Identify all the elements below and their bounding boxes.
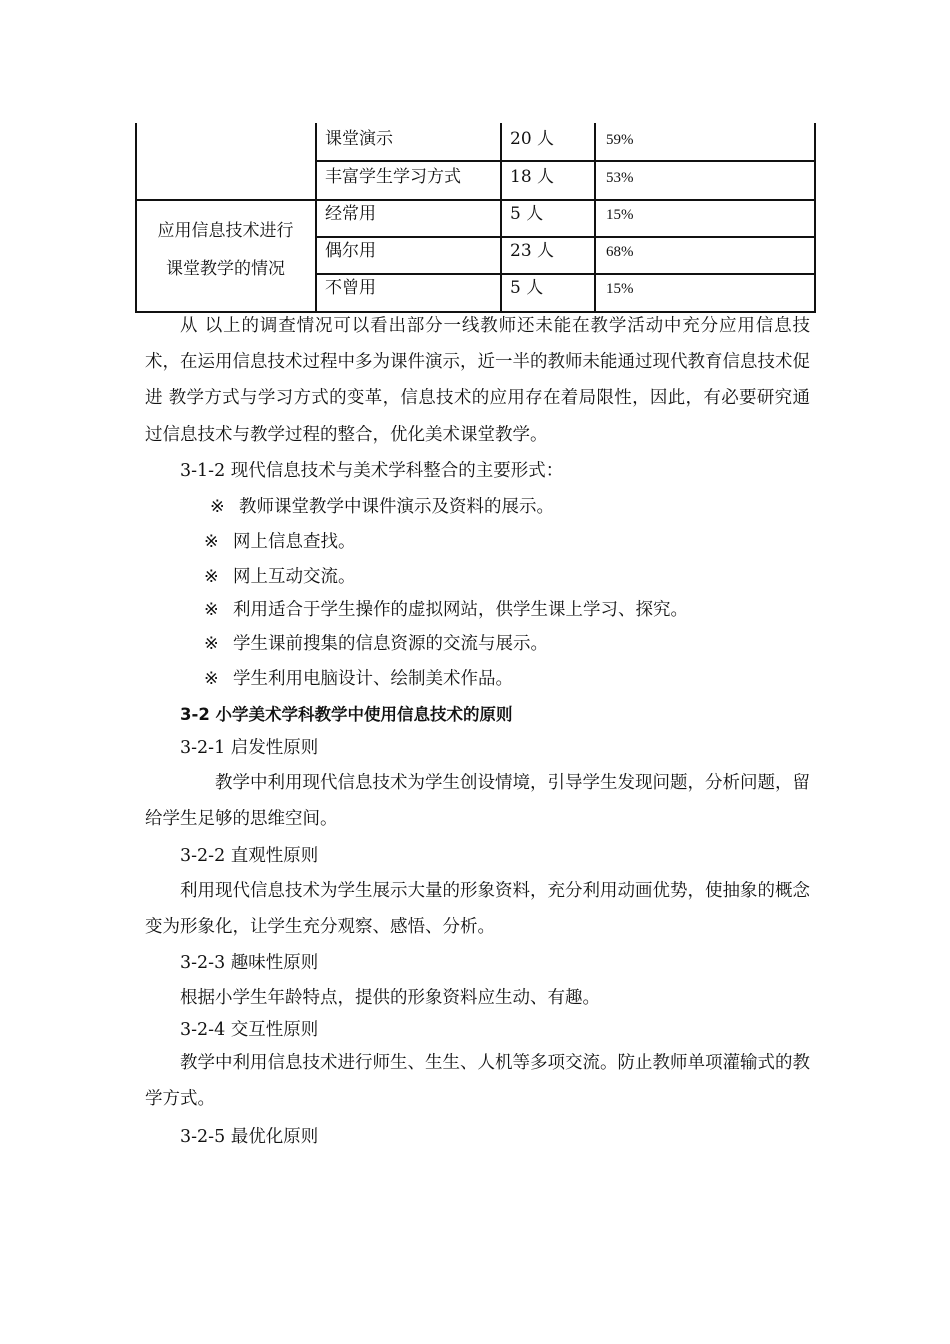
list-item [204, 632, 548, 656]
table-cell-item: 课堂演示 [325, 129, 393, 149]
list-item-text: 学生课前搜集的信息资源的交流与展示。 [233, 634, 548, 654]
table-cell-percent: 59% [606, 132, 634, 148]
table-divider [500, 123, 502, 313]
table-row-line [135, 199, 816, 201]
table-cell-item: 不曾用 [325, 278, 376, 298]
section-heading: 3-1-2 现代信息技术与美术学科整合的主要形式： [180, 461, 564, 481]
list-item [210, 495, 554, 519]
body-paragraph: 教学中利用信息技术进行师生、生生、人机等多项交流。防止教师单项灌输式的教学方式。 [145, 1053, 810, 1110]
table-row-line [315, 160, 816, 162]
table-group-label-line2: 课堂教学的情况 [166, 259, 285, 279]
list-item-text: 网上互动交流。 [233, 567, 356, 587]
reference-mark-icon: ※ [204, 567, 219, 587]
body-paragraph: 利用现代信息技术为学生展示大量的形象资料，充分利用动画优势，使抽象的概念变为形象化，让学生充分观察、感悟、分析。 [145, 881, 810, 938]
table-row-line [315, 273, 816, 275]
list-item [204, 565, 356, 589]
list-item [204, 667, 513, 691]
table-cell-count: 5 人 [510, 278, 544, 298]
subsection-title: 3-2-1 启发性原则 [180, 738, 319, 758]
table-cell-percent: 68% [606, 244, 634, 260]
table-cell-percent: 15% [606, 207, 634, 223]
table-cell-count: 18 人 [510, 167, 555, 187]
list-item-text: 教师课堂教学中课件演示及资料的展示。 [239, 497, 554, 517]
list-item-text: 网上信息查找。 [233, 532, 356, 552]
section-heading-bold: 3-2 小学美术学科教学中使用信息技术的原则 [180, 705, 513, 724]
survey-table [135, 123, 816, 313]
body-paragraph: 从 以上的调查情况可以看出部分一线教师还未能在教学活动中充分应用信息技术，在运用信息技术过程中多为课件演示，近一半的教师未能通过现代教育信息技术促进 教学方式与学习方式的变革，信息技术的应用存在着局限性，因此，有必要研究通过信息技术与教学过程的整合，优化美术课堂教学。 [145, 316, 810, 445]
body-paragraph: 教学中利用现代信息技术为学生创设情境，引导学生发现问题，分析问题，留给学生足够的思维空间。 [145, 773, 810, 830]
subsection-title: 3-2-2 直观性原则 [180, 846, 319, 866]
table-divider [594, 123, 596, 313]
subsection-title: 3-2-4 交互性原则 [180, 1020, 319, 1040]
table-cell-item: 经常用 [325, 204, 376, 224]
table-row-line [315, 236, 816, 238]
table-group-label-line1: 应用信息技术进行 [157, 221, 294, 241]
list-item [204, 598, 688, 622]
table-cell-count: 5 人 [510, 204, 544, 224]
reference-mark-icon: ※ [204, 532, 219, 552]
table-cell-percent: 53% [606, 170, 634, 186]
subsection-title: 3-2-3 趣味性原则 [180, 953, 319, 973]
list-item-text: 利用适合于学生操作的虚拟网站，供学生课上学习、探究。 [233, 600, 688, 620]
reference-mark-icon: ※ [204, 600, 219, 620]
table-cell-item: 偶尔用 [325, 241, 376, 261]
reference-mark-icon: ※ [210, 497, 225, 517]
reference-mark-icon: ※ [204, 634, 219, 654]
body-line: 根据小学生年龄特点，提供的形象资料应生动、有趣。 [180, 988, 600, 1008]
table-cell-item: 丰富学生学习方式 [325, 167, 461, 187]
list-item [204, 530, 356, 554]
reference-mark-icon: ※ [204, 669, 219, 689]
table-border-right [814, 123, 816, 313]
table-cell-count: 20 人 [510, 129, 555, 149]
subsection-title: 3-2-5 最优化原则 [180, 1127, 319, 1147]
table-cell-percent: 15% [606, 281, 634, 297]
table-cell-count: 23 人 [510, 241, 555, 261]
list-item-text: 学生利用电脑设计、绘制美术作品。 [233, 669, 513, 689]
